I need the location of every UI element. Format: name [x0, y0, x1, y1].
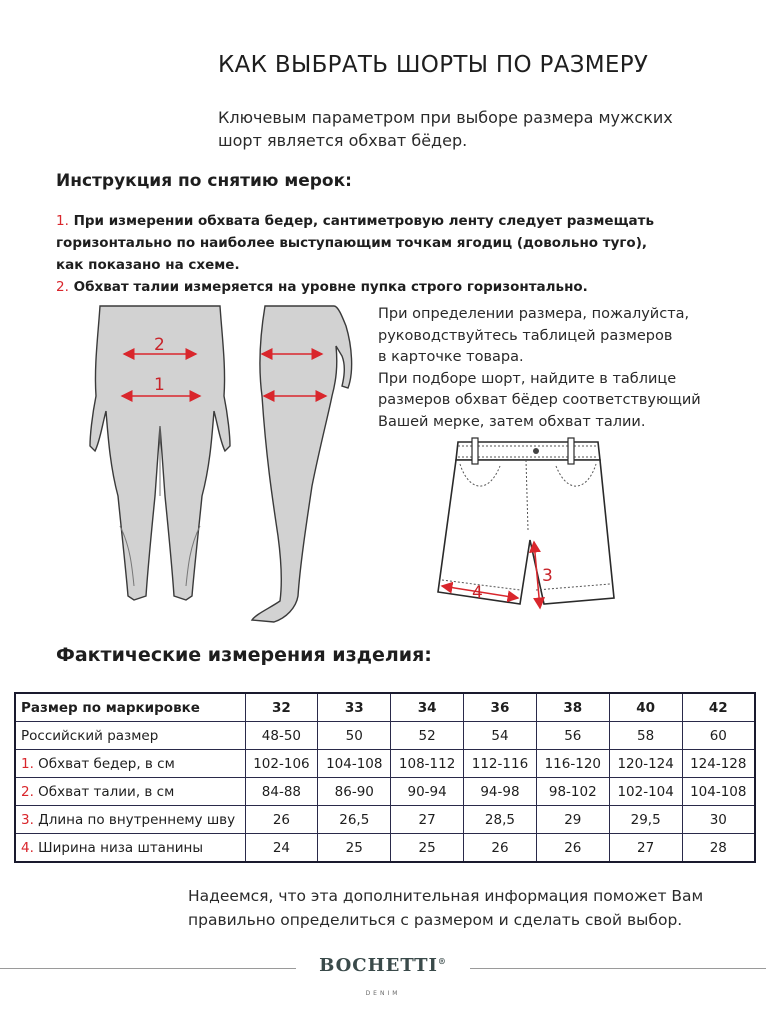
advice-line: в карточке товара.: [378, 349, 524, 365]
table-row: [15, 750, 755, 778]
waist-marker-label: 2: [154, 335, 165, 355]
row-label-text: Ширина низа штанины: [33, 839, 204, 856]
row-label: [15, 834, 245, 863]
table-cell: 94-98: [464, 778, 537, 806]
row-number: 3.: [21, 811, 34, 828]
leg-width-marker-label: 4: [472, 583, 483, 603]
table-cell: 30: [682, 806, 755, 834]
advice-text: [378, 304, 758, 433]
registered-mark: ®: [437, 956, 447, 966]
row-label: Российский размер: [15, 722, 245, 750]
table-cell: 60: [682, 722, 755, 750]
advice-line: Вашей мерке, затем обхват талии.: [378, 413, 646, 430]
size-table: [14, 692, 756, 863]
table-header-row: [15, 693, 755, 722]
table-cell: 56: [536, 722, 609, 750]
table-row: [15, 834, 755, 863]
table-row: [15, 806, 755, 834]
table-cell: 84-88: [245, 778, 318, 806]
table-cell: 58: [609, 722, 682, 750]
row-label-text: Обхват талии, в см: [33, 783, 175, 800]
table-cell: 27: [609, 834, 682, 863]
brand-subtitle: DENIM: [365, 990, 401, 997]
table-cell: 50: [318, 722, 391, 750]
table-cell: 104-108: [682, 778, 755, 806]
size-header-cell: 38: [536, 693, 609, 722]
table-cell: 28: [682, 834, 755, 863]
instructions-list: [56, 210, 756, 298]
brand-name: BOCHETTI: [319, 955, 438, 976]
table-cell: 29: [536, 806, 609, 834]
rule-2-text: Обхват талии измеряется на уровне пупка строго горизонтально.: [73, 279, 588, 295]
measurements-heading: Фактические измерения изделия:: [56, 644, 432, 666]
size-header-cell: 36: [464, 693, 537, 722]
rule-2-line: [56, 276, 756, 298]
row-label-text: Длина по внутреннему шву: [33, 811, 236, 828]
table-cell: 28,5: [464, 806, 537, 834]
size-header-cell: 42: [682, 693, 755, 722]
advice-line: размеров обхват бёдер соответствующий: [378, 392, 701, 408]
instructions-heading: Инструкция по снятию мерок:: [56, 171, 352, 191]
closing-text: [188, 884, 748, 932]
rule-1-line-3: как показано на схеме.: [56, 257, 240, 273]
table-row: [15, 778, 755, 806]
size-header-cell: 32: [245, 693, 318, 722]
page-title: КАК ВЫБРАТЬ ШОРТЫ ПО РАЗМЕРУ: [218, 52, 649, 78]
rule-1-text: При измерении обхвата бедер, сантиметровую ленту следует размещать: [73, 213, 654, 229]
table-cell: 26: [245, 806, 318, 834]
row-number: 2.: [21, 783, 34, 800]
intro-line: Ключевым параметром при выборе размера мужских: [218, 108, 673, 127]
table-cell: 25: [391, 834, 464, 863]
size-header-cell: 34: [391, 693, 464, 722]
rule-2-number: 2.: [56, 279, 69, 295]
table-cell: 98-102: [536, 778, 609, 806]
row-number: 1.: [21, 755, 34, 772]
closing-line: правильно определиться с размером и сделать свой выбор.: [188, 911, 683, 929]
table-cell: 108-112: [391, 750, 464, 778]
row-number: 4.: [21, 839, 34, 856]
row-label: [15, 750, 245, 778]
hips-marker-label: 1: [154, 375, 165, 395]
row-label: [15, 778, 245, 806]
table-cell: 120-124: [609, 750, 682, 778]
table-cell: 102-104: [609, 778, 682, 806]
rule-1-number: 1.: [56, 213, 69, 229]
table-cell: 26: [464, 834, 537, 863]
table-cell: 90-94: [391, 778, 464, 806]
table-cell: 52: [391, 722, 464, 750]
body-measurement-figures: [60, 296, 360, 636]
shorts-button-icon: [533, 448, 539, 454]
table-cell: 116-120: [536, 750, 609, 778]
table-cell: 86-90: [318, 778, 391, 806]
table-cell: 25: [318, 834, 391, 863]
table-cell: 24: [245, 834, 318, 863]
table-header-label: Размер по маркировке: [15, 693, 245, 722]
size-header-cell: 40: [609, 693, 682, 722]
shorts-illustration: [428, 430, 618, 620]
table-cell: 104-108: [318, 750, 391, 778]
rule-1-line-1: [56, 210, 756, 232]
table-cell: 27: [391, 806, 464, 834]
table-row: [15, 722, 755, 750]
intro-line: шорт является обхват бёдер.: [218, 131, 468, 150]
advice-line: руководствуйтесь таблицей размеров: [378, 327, 673, 344]
table-cell: 48-50: [245, 722, 318, 750]
brand-logo: [0, 955, 766, 976]
row-label-text: Обхват бедер, в см: [33, 755, 175, 772]
rule-1-line-2: горизонтально по наиболее выступающим точкам ягодиц (довольно туго),: [56, 235, 647, 251]
table-cell: 124-128: [682, 750, 755, 778]
table-cell: 54: [464, 722, 537, 750]
inseam-marker-label: 3: [542, 566, 553, 586]
closing-line: Надеемся, что эта дополнительная информация поможет Вам: [188, 887, 704, 905]
intro-text: [218, 106, 738, 152]
shorts-outline: [438, 442, 614, 604]
table-cell: 102-106: [245, 750, 318, 778]
row-label: [15, 806, 245, 834]
table-cell: 26,5: [318, 806, 391, 834]
table-cell: 26: [536, 834, 609, 863]
size-header-cell: 33: [318, 693, 391, 722]
advice-line: При подборе шорт, найдите в таблице: [378, 370, 677, 387]
table-cell: 112-116: [464, 750, 537, 778]
table-cell: 29,5: [609, 806, 682, 834]
advice-line: При определении размера, пожалуйста,: [378, 306, 690, 322]
